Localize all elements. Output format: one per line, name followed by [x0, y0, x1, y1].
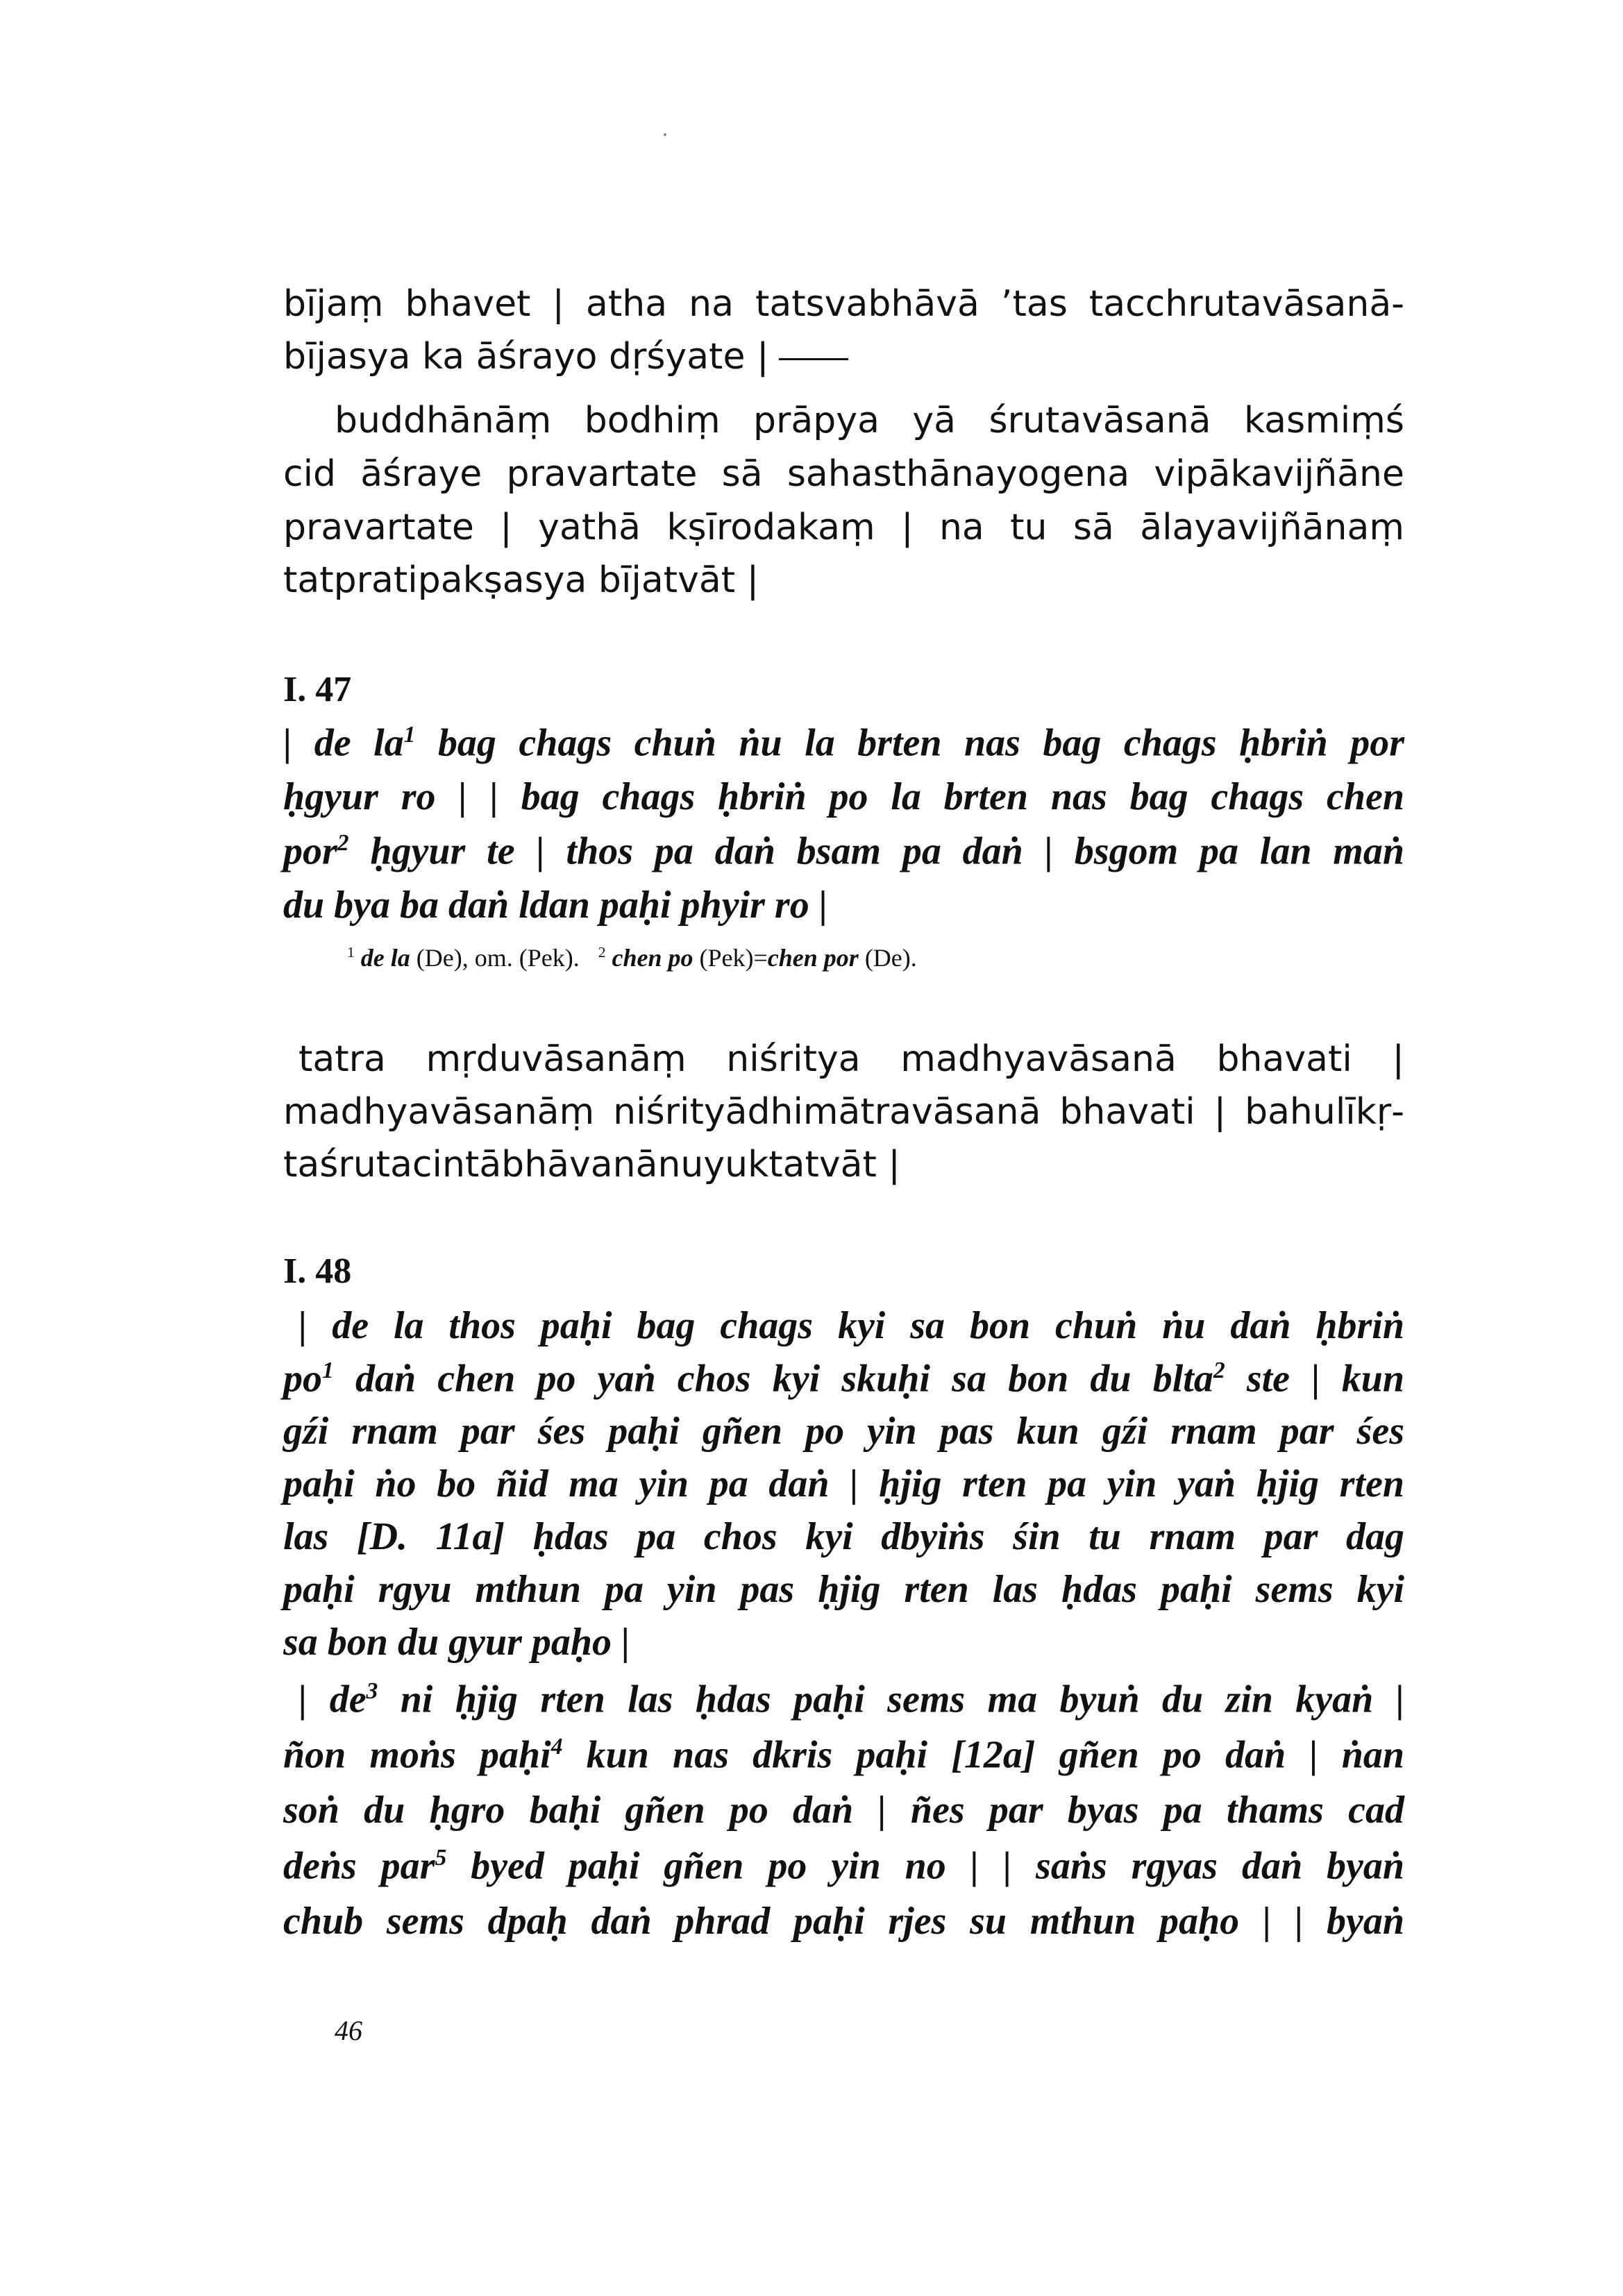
sanskrit-line: cid āśraye pravartate sā sahasthānayogena vipākavijñāne — [283, 453, 1404, 495]
sanskrit-line — [283, 336, 848, 378]
footnote-ref: 2 — [1213, 1358, 1225, 1383]
sanskrit-line: tatpratipakṣasya bījatvāt | — [283, 559, 759, 601]
sanskrit-line: taśrutacintābhāvanānuyuktatvāt | — [283, 1144, 900, 1185]
tibetan-line: du bya ba daṅ ldan paḥi phyir ro | — [283, 884, 828, 927]
tibetan-line: paḥi ṅo bo ñid ma yin pa daṅ | ḥjig rten pa yin yaṅ ḥjig rten — [283, 1462, 1404, 1505]
sanskrit-text: bījasya ka āśrayo dṛśyate | — [283, 336, 769, 378]
tibetan-line: las [D. 11a] ḥdas pa chos kyi dbyiṅs śin tu rnam par dag — [283, 1515, 1404, 1558]
tibetan-line: | $de^3$ ni ḥjig rten las ḥdas paḥi sems ma byuṅ du zin kyaṅ | — [298, 1678, 1404, 1721]
tibetan-line: | de la thos paḥi bag chags kyi sa bon chuṅ ṅu daṅ ḥbriṅ — [298, 1304, 1404, 1347]
footnote-ref: 4 — [550, 1734, 563, 1759]
tibetan-line: soṅ du ḥgro baḥi gñen po daṅ | ñes par byas pa thams cad — [283, 1789, 1404, 1832]
footnote-ref: 1 — [403, 722, 416, 748]
tibetan-line: paḥi rgyu mthun pa yin pas ḥjig rten las ḥdas paḥi sems kyi — [283, 1568, 1404, 1611]
footnote-ref: 5 — [435, 1845, 447, 1871]
sanskrit-line: pravartate | yathā kṣīrodakaṃ | na tu sā ālayavijñānaṃ — [283, 507, 1404, 548]
tibetan-line: por$^2$ ḥgyur te | thos pa daṅ bsam pa daṅ | bsgom pa lan maṅ — [283, 829, 1404, 873]
tibetan-line: $po^1$ daṅ chen po yaṅ chos kyi skuḥi sa bon du blta$^2$ ste | kun — [283, 1357, 1404, 1401]
sanskrit-line: buddhānāṃ bodhiṃ prāpya yā śrutavāsanā kasmiṃś — [335, 400, 1404, 441]
sanskrit-line: tatra mṛduvāsanāṃ niśritya madhyavāsanā bhavati | — [298, 1038, 1404, 1080]
tibetan-line: sa bon du gyur paḥo | — [283, 1621, 630, 1664]
tibetan-line: chub sems dpaḥ daṅ phrad paḥi rjes su mthun paḥo | | byaṅ — [283, 1900, 1404, 1943]
tibetan-line: | de $la^1$ bag chags chuṅ ṅu la brten nas bag chags ḥbriṅ por — [283, 721, 1404, 765]
scan-speck — [664, 133, 666, 136]
tibetan-line: ñon moṅs paḥi$^4$ kun nas dkris paḥi [12a] gñen po daṅ | ṅan — [283, 1733, 1404, 1777]
footnote-ref: 1 — [322, 1358, 334, 1383]
verse-number: I. 47 — [283, 670, 352, 709]
tibetan-line: ḥgyur ro | | bag chags ḥbriṅ po la brten nas bag chags chen — [283, 775, 1404, 818]
tibetan-line: deṅs par$^5$ byed paḥi gñen po yin no | | saṅs rgyas daṅ byaṅ — [283, 1844, 1404, 1888]
footnote-ref: 3 — [366, 1678, 378, 1704]
tibetan-line: gźi rnam par śes paḥi gñen po yin pas kun gźi rnam par śes — [283, 1410, 1404, 1453]
dash-rule — [779, 358, 848, 360]
verse-number: I. 48 — [283, 1251, 352, 1291]
footnotes: $^1$ de la (De), om. (Pek). $^2$ chen po (Pek)=chen por (De). — [347, 944, 917, 972]
footnote-ref: 2 — [337, 830, 349, 856]
sanskrit-line: madhyavāsanāṃ niśrityādhimātravāsanā bhavati | bahulīkṛ- — [283, 1091, 1404, 1133]
sanskrit-line: bījaṃ bhavet | atha na tatsvabhāvā ’tas tacchrutavāsanā- — [283, 283, 1404, 325]
page-number: 46 — [335, 2015, 362, 2046]
